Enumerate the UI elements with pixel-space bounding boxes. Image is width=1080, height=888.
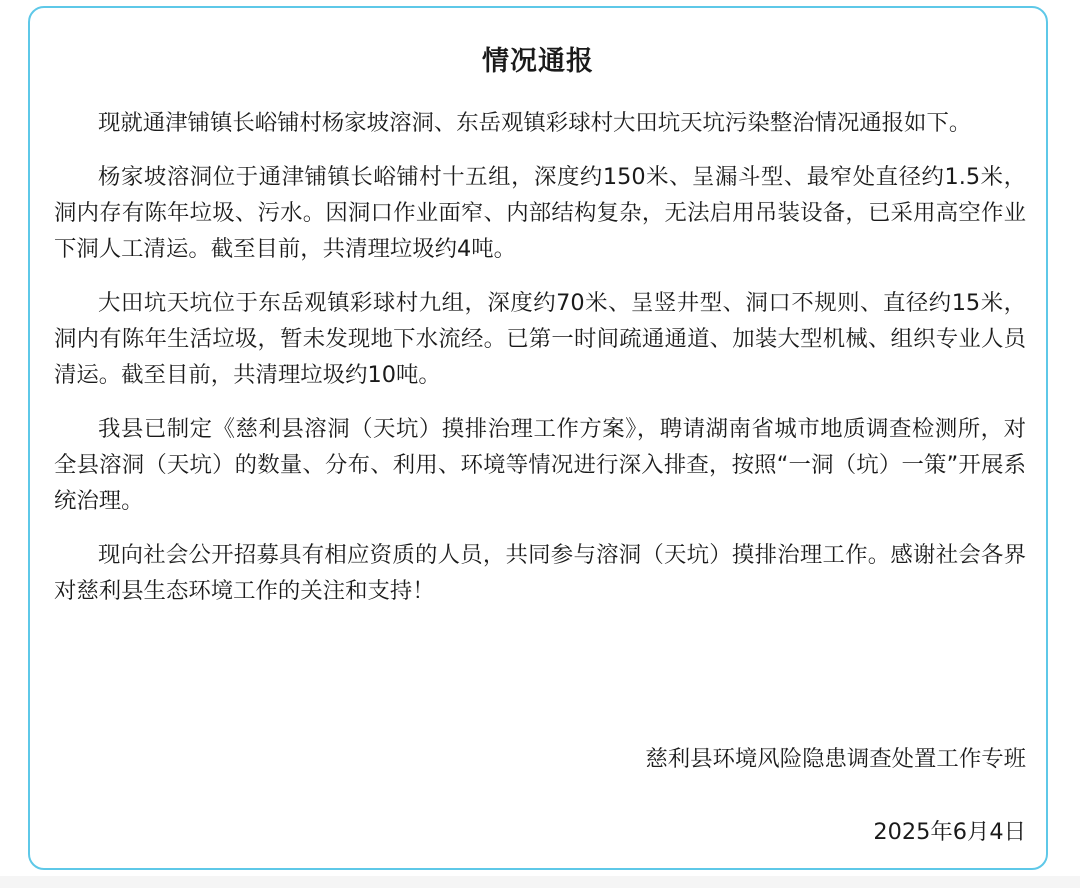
paragraph-yangjiapo-cave: 杨家坡溶洞位于通津铺镇长峪铺村十五组，深度约150米、呈漏斗型、最窄处直径约1.5米，洞内存有陈年垃圾、污水。因洞口作业面窄、内部结构复杂，无法启用吊装设备，已采用高空作业下洞人工清运。截至目前，共清理垃圾约4吨。 [54, 164, 1026, 262]
notice-body [54, 105, 1026, 609]
notice-card [28, 6, 1048, 870]
issue-date: 2025年6月4日 [873, 819, 1026, 845]
paragraph-county-plan: 我县已制定《慈利县溶洞（天坑）摸排治理工作方案》，聘请湖南省城市地质调查检测所，对全县溶洞（天坑）的数量、分布、利用、环境等情况进行深入排查，按照“一洞（坑）一策”开展系统治理。 [54, 416, 1026, 514]
bottom-divider [0, 876, 1080, 888]
paragraph-datiankeng-sinkhole: 大田坑天坑位于东岳观镇彩球村九组，深度约70米、呈竖井型、洞口不规则、直径约15米，洞内有陈年生活垃圾，暂未发现地下水流经。已第一时间疏通通道、加装大型机械、组织专业人员清运。截至目前，共清理垃圾约10吨。 [54, 290, 1026, 388]
notice-title: 情况通报 [482, 46, 594, 77]
paragraph-recruitment: 现向社会公开招募具有相应资质的人员，共同参与溶洞（天坑）摸排治理工作。感谢社会各界对慈利县生态环境工作的关注和支持！ [54, 542, 1026, 604]
issuer-signature: 慈利县环境风险隐患调查处置工作专班 [645, 746, 1026, 772]
paragraph-intro: 现就通津铺镇长峪铺村杨家坡溶洞、东岳观镇彩球村大田坑天坑污染整治情况通报如下。 [98, 110, 972, 136]
